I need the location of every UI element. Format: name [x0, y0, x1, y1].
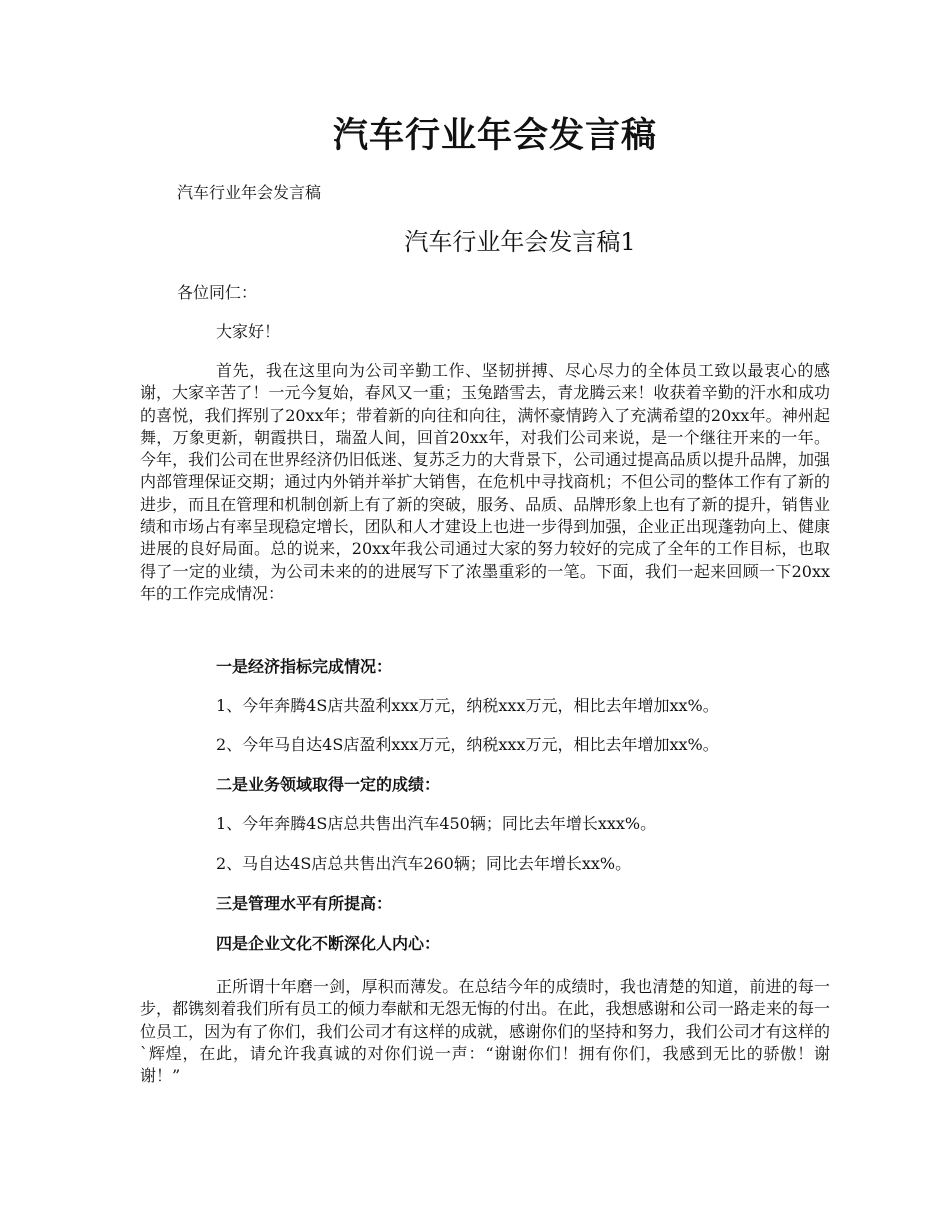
body-paragraph-intro: 首先，我在这里向为公司辛勤工作、坚韧拼搏、尽心尽力的全体员工致以最衷心的感谢，大家辛苦了！一元今复始，春风又一重；玉兔踏雪去，青龙腾云来！收获着辛勤的汗水和成功的喜悦，我们挥别了20xx年；带着新的向往和向往，满怀豪情跨入了充满希望的20xx年。神州起舞，万象更新，朝霞拱日，瑞盈人间，回首20xx年，对我们公司来说，是一个继往开来的一年。今年，我们公司在世界经济仍旧低迷、复苏乏力的大背景下，公司通过提高品质以提升品牌，加强内部管理保证交期；通过内外销并举扩大销售，在危机中寻找商机；不但公司的整体工作有了新的进步，而且在管理和机制创新上有了新的突破，服务、品质、品牌形象上也有了新的提升，销售业绩和市场占有率呈现稳定增长，团队和人才建设上也进一步得到加强，企业正出现蓬勃向上、健康进展的良好局面。总的说来，20xx年我公司通过大家的努力较好的完成了全年的工作目标，也取得了一定的业绩，为公司未来的的进展写下了浓墨重彩的一笔。下面，我们一起来回顾一下20xx年的工作完成情况：: [140, 361, 830, 603]
salutation: 各位同仁：: [177, 283, 258, 302]
greeting-line: 大家好！: [216, 322, 281, 341]
heading-management: 三是管理水平有所提高：: [216, 894, 393, 913]
heading-business-results: 二是业务领域取得一定的成绩：: [216, 775, 441, 794]
list-item: 1、今年奔腾4S店共盈利xxx万元，纳税xxx万元，相比去年增加xx%。: [216, 696, 719, 715]
document-title: 汽车行业年会发言稿: [332, 115, 657, 156]
list-item: 2、马自达4S店总共售出汽车260辆；同比去年增长xx%。: [216, 854, 632, 873]
body-paragraph-thanks: 正所谓十年磨一剑，厚积而薄发。在总结今年的成绩时，我也清楚的知道，前进的每一步，都镌刻着我们所有员工的倾力奉献和无怨无悔的付出。在此，我想感谢和公司一路走来的每一位员工，因为有了你们，我们公司才有这样的成就，感谢你们的坚持和努力，我们公司才有这样的`辉煌，在此，请允许我真诚的对你们说一声：“谢谢你们！拥有你们，我感到无比的骄傲！谢谢！”: [140, 977, 830, 1086]
list-item: 1、今年奔腾4S店总共售出汽车450辆；同比去年增长xxx%。: [216, 814, 657, 833]
document-subtitle: 汽车行业年会发言稿: [177, 183, 322, 202]
heading-economic-indicators: 一是经济指标完成情况：: [216, 657, 393, 676]
section-title: 汽车行业年会发言稿1: [404, 228, 636, 256]
list-item: 2、今年马自达4S店盈利xxx万元，纳税xxx万元，相比去年增加xx%。: [216, 735, 719, 754]
heading-corporate-culture: 四是企业文化不断深化人内心：: [216, 934, 441, 953]
